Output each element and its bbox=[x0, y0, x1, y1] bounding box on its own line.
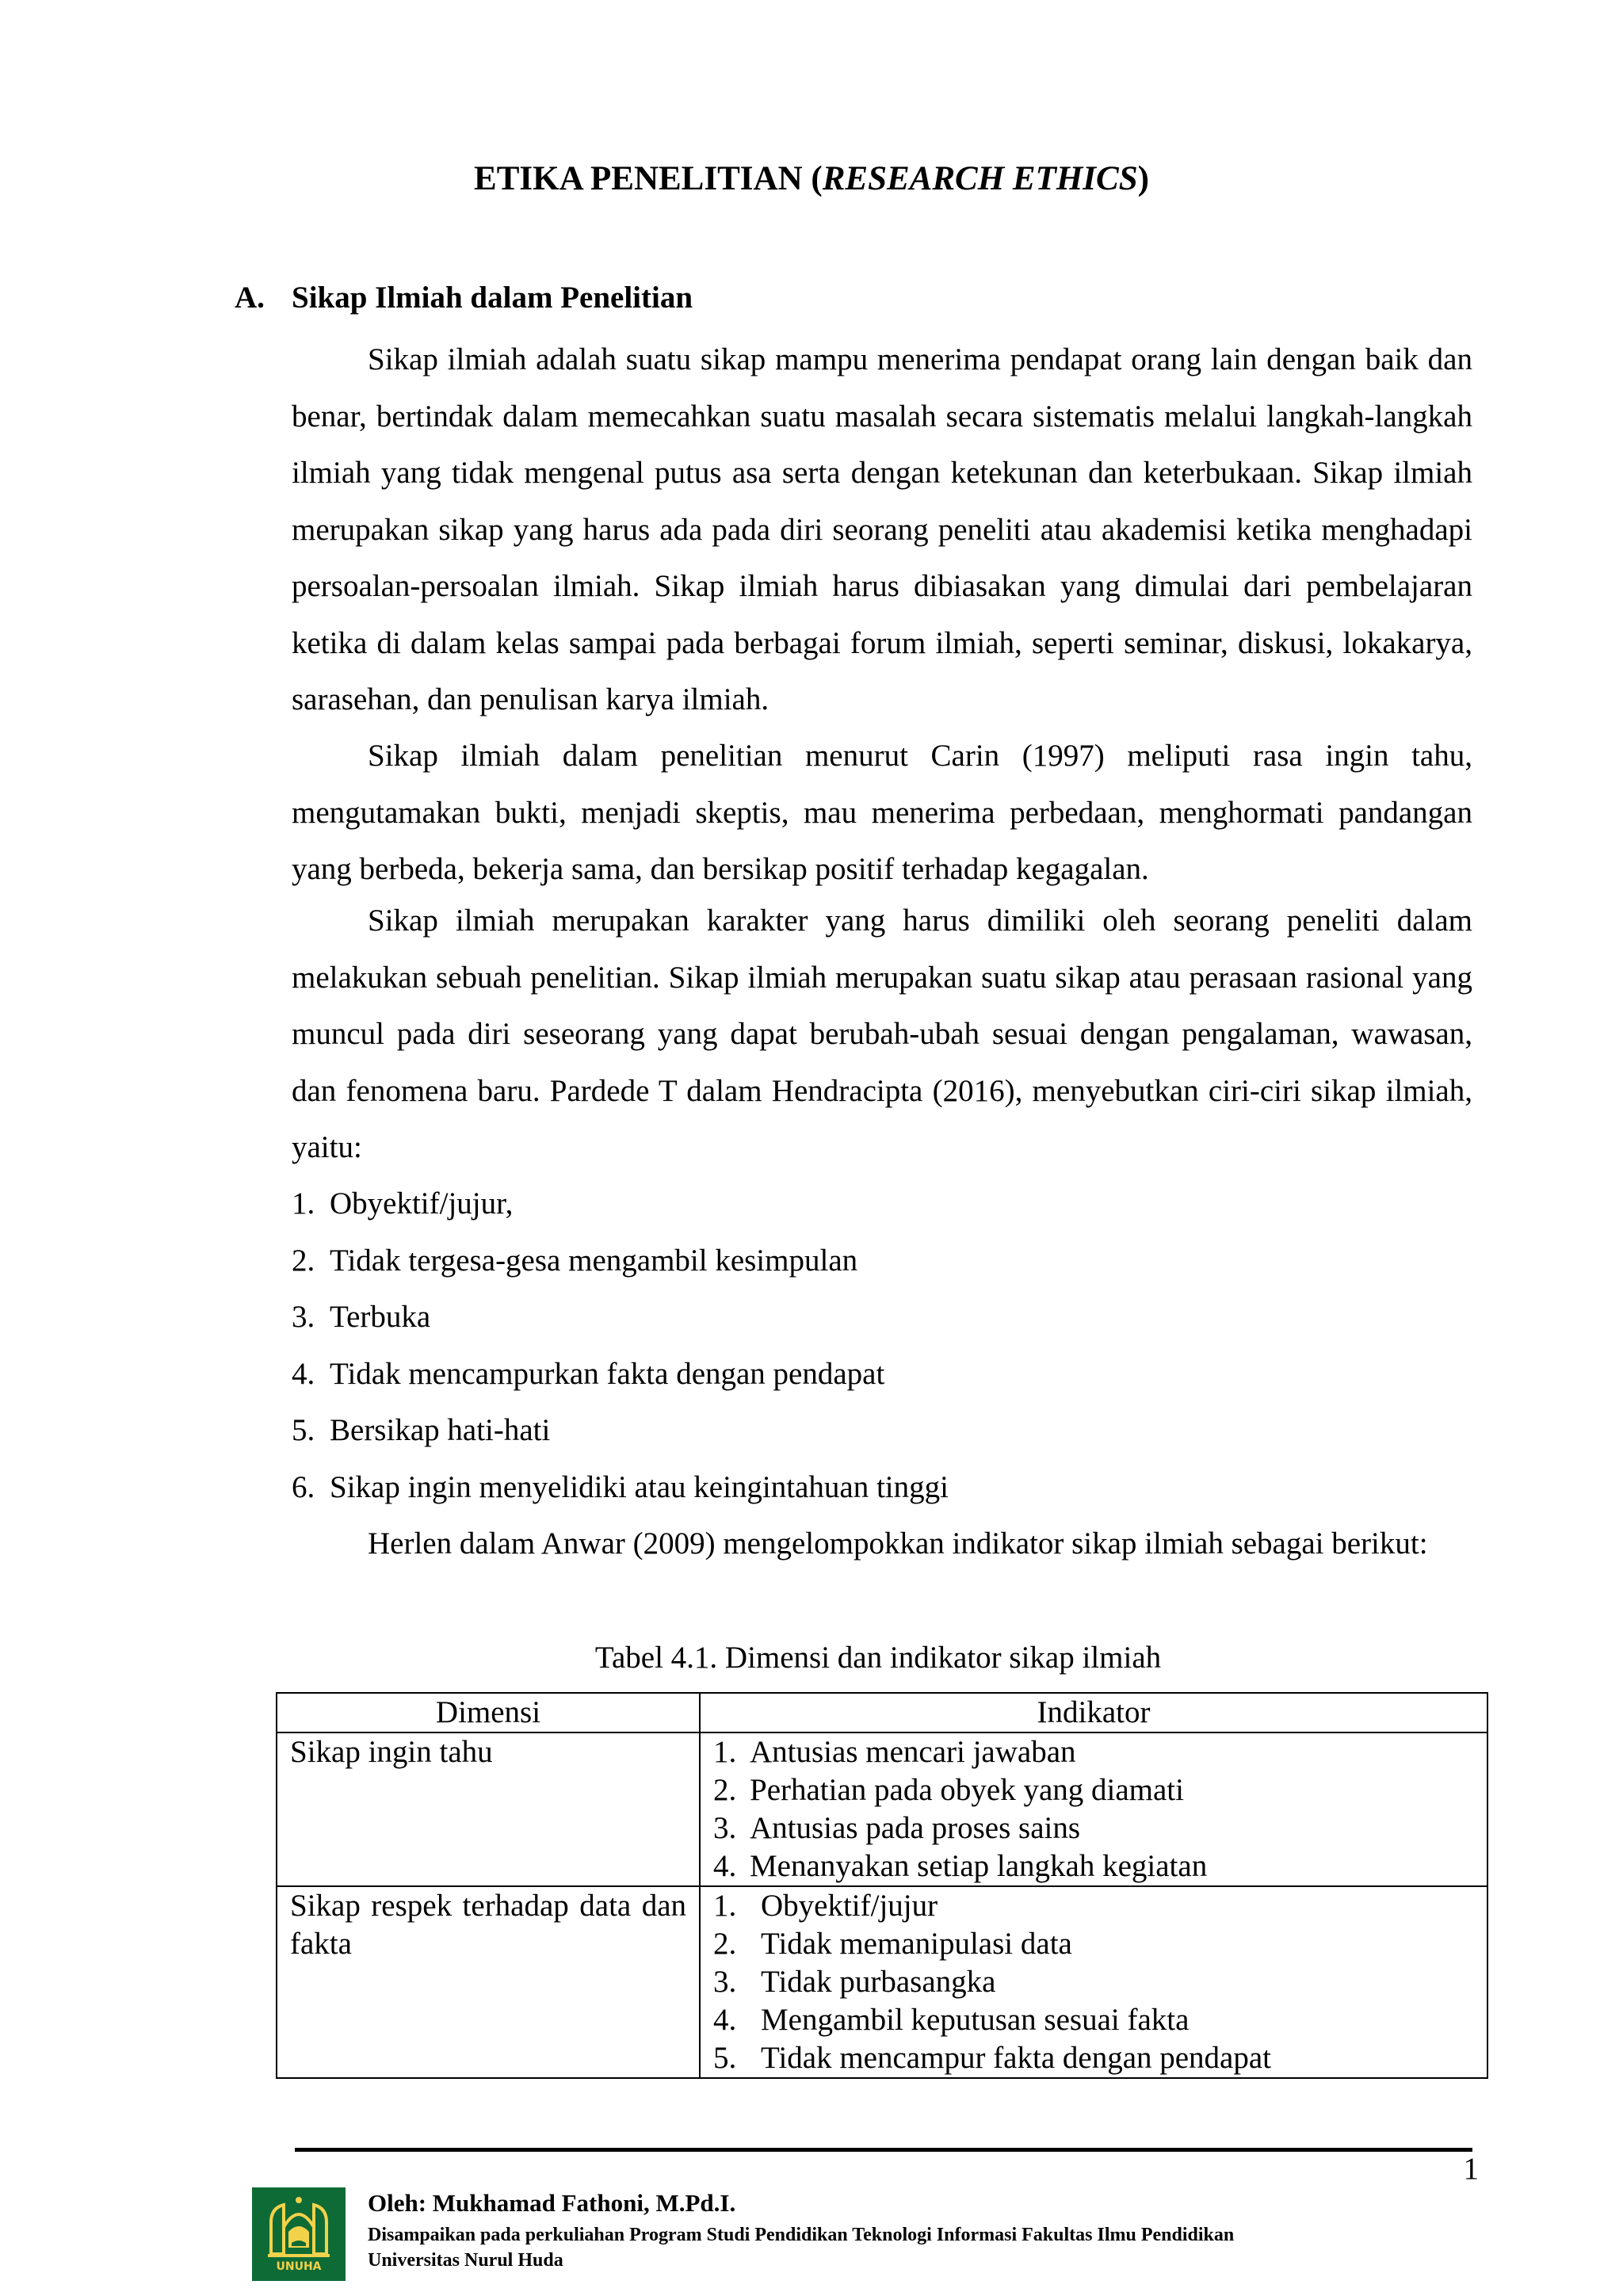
list-item: 6. Sikap ingin menyelidiki atau keingintahuan tinggi bbox=[292, 1469, 949, 1504]
page-title: ETIKA PENELITIAN (RESEARCH ETHICS) bbox=[474, 160, 1149, 197]
section-title: Sikap Ilmiah dalam Penelitian bbox=[292, 281, 693, 315]
indicator-item: 4. Mengambil keputusan sesuai fakta bbox=[713, 2003, 1190, 2037]
indicator-item: 3. Tidak purbasangka bbox=[713, 1965, 996, 1999]
paragraph-2: Sikap ilmiah dalam penelitian menurut Carin (1997) meliputi rasa ingin tahu, mengutamakan bukti, menjadi skeptis, mau menerima perbedaan, menghormati pandangan yang berbeda, bekerja sama, dan bersikap positif terhadap kegagalan. bbox=[292, 739, 1472, 886]
ciri-sikap-list bbox=[292, 1175, 1472, 1515]
table-header-row bbox=[277, 1693, 1487, 1733]
indicator-item: 2. Tidak memanipulasi data bbox=[713, 1927, 1072, 1961]
indicator-item: 4. Menanyakan setiap langkah kegiatan bbox=[713, 1849, 1208, 1883]
indicator-item: 5. Tidak mencampur fakta dengan pendapat bbox=[713, 2041, 1272, 2075]
footer-line-1: Disampaikan pada perkuliahan Program Studi Pendidikan Teknologi Informasi Fakultas Ilmu Pendidikan bbox=[368, 2225, 1235, 2245]
header-dimensi: Dimensi bbox=[277, 1693, 700, 1733]
list-item: 4. Tidak mencampurkan fakta dengan pendapat bbox=[292, 1356, 885, 1391]
paragraph-1: Sikap ilmiah adalah suatu sikap mampu menerima pendapat orang lain dengan baik dan benar, bertindak dalam memecahkan suatu masalah secara sistematis melalui langkah-langkah ilmiah yang tidak mengenal putus asa serta dengan ketekunan dan keterbukaan. Sikap ilmiah merupakan sikap yang harus ada pada diri seorang peneliti atau akademisi ketika menghadapi persoalan-persoalan ilmiah. Sikap ilmiah harus dibiasakan yang dimulai dari pembelajaran ketika di dalam kelas sampai pada berbagai forum ilmiah, seperti seminar, diskusi, lokakarya, sarasehan, dan penulisan karya ilmiah. bbox=[292, 342, 1472, 716]
table-caption: Tabel 4.1. Dimensi dan indikator sikap ilmiah bbox=[594, 1641, 1162, 1675]
indicator-item: 2. Perhatian pada obyek yang diamati bbox=[713, 1773, 1184, 1807]
footer-divider bbox=[295, 2148, 1472, 2152]
header-indikator: Indikator bbox=[700, 1693, 1487, 1733]
dimension-cell: Sikap respek terhadap data dan fakta bbox=[277, 1886, 700, 2078]
indicator-cell bbox=[700, 1733, 1487, 1886]
indicator-item: 1. Antusias mencari jawaban bbox=[713, 1735, 1076, 1769]
list-item: 1. Obyektif/jujur, bbox=[292, 1186, 514, 1221]
logo-text: UNUHA bbox=[276, 2260, 322, 2273]
list-item: 5. Bersikap hati-hati bbox=[292, 1413, 551, 1447]
indicator-item: 1. Obyektif/jujur bbox=[713, 1889, 938, 1923]
table-row bbox=[277, 1733, 1487, 1886]
title-italic: RESEARCH ETHICS bbox=[822, 160, 1138, 197]
indicator-table-wrapper bbox=[276, 1692, 1488, 2079]
indicator-list bbox=[713, 1887, 1474, 2077]
indicator-table bbox=[276, 1692, 1488, 2079]
university-logo bbox=[252, 2187, 346, 2281]
footer-author: Oleh: Mukhamad Fathoni, M.Pd.I. bbox=[368, 2189, 736, 2217]
footer-line-2: Universitas Nurul Huda bbox=[368, 2250, 563, 2271]
page-number: 1 bbox=[1463, 2152, 1479, 2186]
list-item: 2. Tidak tergesa-gesa mengambil kesimpulan bbox=[292, 1243, 858, 1278]
table-row bbox=[277, 1886, 1487, 2078]
indicator-list bbox=[713, 1733, 1474, 1885]
section-letter: A. bbox=[235, 281, 265, 315]
paragraph-3: Sikap ilmiah merupakan karakter yang harus dimiliki oleh seorang peneliti dalam melakukan sebuah penelitian. Sikap ilmiah merupakan suatu sikap atau perasaan rasional yang muncul pada diri seseorang yang dapat berubah-ubah sesuai dengan pengalaman, wawasan, dan fenomena baru. Pardede T dalam Hendracipta (2016), menyebutkan ciri-ciri sikap ilmiah, yaitu: bbox=[292, 904, 1472, 1164]
dimension-cell: Sikap ingin tahu bbox=[277, 1733, 700, 1886]
section-heading bbox=[235, 274, 693, 322]
indicator-cell bbox=[700, 1886, 1487, 2078]
paragraph-4: Herlen dalam Anwar (2009) mengelompokkan indikator sikap ilmiah sebagai berikut: bbox=[368, 1526, 1428, 1561]
indicator-item: 3. Antusias pada proses sains bbox=[713, 1811, 1081, 1845]
list-item: 3. Terbuka bbox=[292, 1300, 431, 1334]
